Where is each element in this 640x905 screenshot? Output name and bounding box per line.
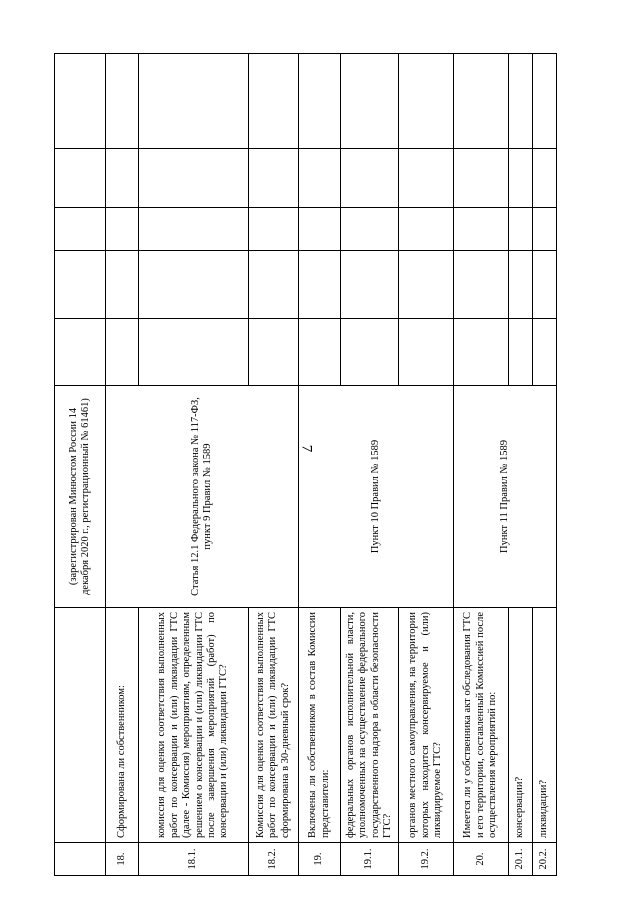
row-question: Сформирована ли собственником: — [106, 608, 139, 843]
cell-empty — [454, 54, 509, 149]
cell-empty — [106, 319, 139, 386]
row-reference: Пункт 11 Правил № 1589 — [454, 386, 557, 608]
cell-empty — [454, 319, 509, 386]
cell-empty — [249, 149, 299, 208]
table-row — [106, 54, 139, 876]
row-question: ликвидации? — [533, 608, 557, 843]
row-question: комиссия для оценки соответствия выполненных работ по консервации и (или) ликвидации ГТС (далее - Комиссия) мероприятиям, определенным решением о консервации и (или) ликвидации ГТС после завершения мероприятий (работ) по консервации и (или) ликвидации ГТС? — [139, 608, 249, 843]
cell-empty — [299, 54, 341, 149]
row-number: 18.1. — [139, 843, 249, 876]
row-question: органов местного самоуправления, на территории которых находится консервируемое и (или) ликвидируемое ГТС? — [399, 608, 454, 843]
cell-empty — [55, 843, 106, 876]
cell-empty — [341, 54, 399, 149]
page-number: 7 — [298, 444, 315, 453]
cell-empty — [399, 319, 454, 386]
cell-empty — [106, 149, 139, 208]
cell-empty — [299, 251, 341, 319]
row-question: Включены ли собственником в состав Комиссии представители: — [299, 608, 341, 843]
cell-empty — [55, 251, 106, 319]
row-question: консервации? — [509, 608, 533, 843]
cell-empty — [509, 208, 533, 251]
cell-empty — [139, 251, 249, 319]
cell-empty — [139, 54, 249, 149]
cell-empty — [299, 208, 341, 251]
cell-empty — [106, 54, 139, 149]
row-number: 18.2. — [249, 843, 299, 876]
cell-empty — [249, 208, 299, 251]
row-number: 19. — [299, 843, 341, 876]
table-row — [454, 54, 509, 876]
row-reference: Статья 12.1 Федерального закона № 117-ФЗ, пункт 9 Правил № 1589 — [106, 386, 299, 608]
cell-empty — [106, 251, 139, 319]
checklist-table-wrapper — [54, 54, 550, 876]
checklist-table — [54, 53, 557, 876]
cell-empty — [139, 149, 249, 208]
cell-empty — [341, 319, 399, 386]
cell-empty — [533, 251, 557, 319]
cell-empty — [299, 319, 341, 386]
row-reference: Пункт 10 Правил № 1589 — [299, 386, 454, 608]
cell-empty — [55, 149, 106, 208]
cell-empty — [399, 54, 454, 149]
cell-empty — [55, 208, 106, 251]
cell-empty — [341, 208, 399, 251]
table-row — [299, 54, 341, 876]
cell-empty — [341, 149, 399, 208]
cell-empty — [454, 208, 509, 251]
cell-empty — [399, 251, 454, 319]
cell-empty — [139, 208, 249, 251]
cell-empty — [533, 54, 557, 149]
row-question: федеральных органов исполнительной власти, уполномоченных на осуществление федерального государственного надзора в области безопасности ГТС? — [341, 608, 399, 843]
cell-empty — [249, 54, 299, 149]
cell-empty — [55, 319, 106, 386]
cell-empty — [249, 251, 299, 319]
cell-empty — [509, 54, 533, 149]
cell-empty — [55, 608, 106, 843]
cell-empty — [106, 208, 139, 251]
header-ref-note: (зарегистрирован Минюстом России 14 декабря 2020 г., регистрационный № 61461) — [55, 386, 106, 608]
cell-empty — [299, 149, 341, 208]
row-number: 18. — [106, 843, 139, 876]
cell-empty — [533, 208, 557, 251]
cell-empty — [509, 319, 533, 386]
cell-empty — [509, 149, 533, 208]
cell-empty — [341, 251, 399, 319]
cell-empty — [139, 319, 249, 386]
cell-empty — [249, 319, 299, 386]
cell-empty — [533, 149, 557, 208]
row-question: Имеется ли у собственника акт обследования ГТС и его территории, составленный Комиссией после осуществления мероприятий по: — [454, 608, 509, 843]
cell-empty — [509, 251, 533, 319]
row-question: Комиссия для оценки соответствия выполненных работ по консервации и (или) ликвидации ГТС сформирована в 30-дневный срок? — [249, 608, 299, 843]
table-row — [55, 54, 106, 876]
row-number: 20.1. — [509, 843, 533, 876]
cell-empty — [399, 208, 454, 251]
cell-empty — [454, 251, 509, 319]
cell-empty — [533, 319, 557, 386]
cell-empty — [55, 54, 106, 149]
row-number: 19.1. — [341, 843, 399, 876]
row-number: 20. — [454, 843, 509, 876]
cell-empty — [399, 149, 454, 208]
row-number: 20.2. — [533, 843, 557, 876]
row-number: 19.2. — [399, 843, 454, 876]
cell-empty — [454, 149, 509, 208]
